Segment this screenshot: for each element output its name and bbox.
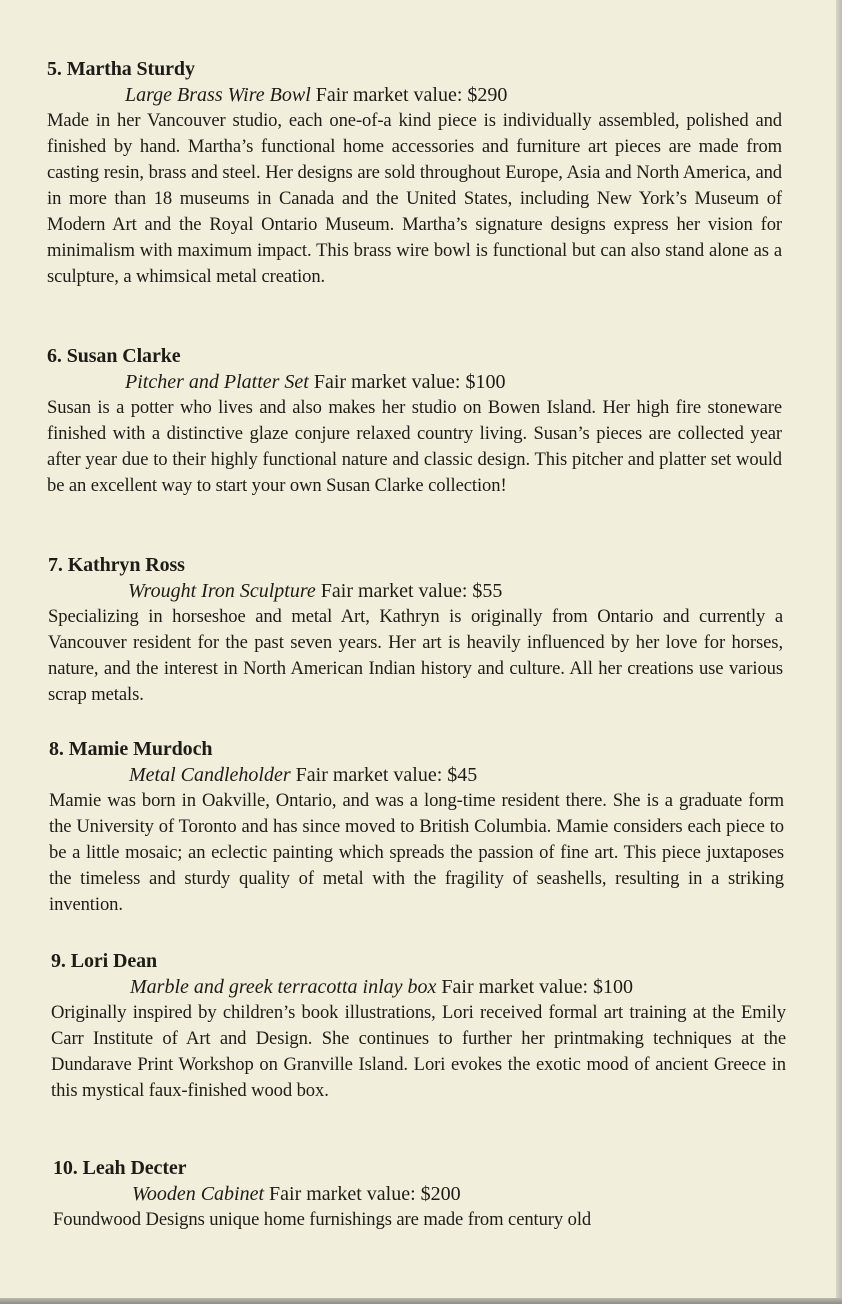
artist-description: Mamie was born in Oakville, Ontario, and was a long-time resident there. She is a graduate form the University of Toronto and has since moved to British Columbia. Mamie considers each piece to be a little mosaic; an eclectic painting which spreads the passion of fine art. This piece juxtaposes the timeless and sturdy quality of metal with the fragility of seashells, resulting in a striking invention. xyxy=(49,790,784,915)
item-line xyxy=(47,369,782,395)
item-title: Large Brass Wire Bowl xyxy=(125,84,311,106)
fair-market-value: Fair market value: $45 xyxy=(295,764,478,786)
artist-heading: 7. Kathryn Ross xyxy=(48,554,185,576)
fair-market-value: Fair market value: $100 xyxy=(313,371,506,393)
item-title: Wrought Iron Sculpture xyxy=(128,580,316,602)
fair-market-value: Fair market value: $55 xyxy=(320,580,503,602)
item-line xyxy=(49,762,784,788)
artist-heading: 10. Leah Decter xyxy=(53,1157,187,1179)
item-title: Marble and greek terracotta inlay box xyxy=(130,976,437,998)
fair-market-value: Fair market value: $290 xyxy=(315,84,508,106)
artist-heading: 5. Martha Sturdy xyxy=(47,58,195,80)
artist-heading: 8. Mamie Murdoch xyxy=(49,738,213,760)
artist-description: Susan is a potter who lives and also makes her studio on Bowen Island. Her high fire stoneware finished with a distinctive glaze conjure relaxed country living. Susan’s pieces are collected year after year due to their highly functional nature and classic design. This pitcher and platter set would be an excellent way to start your own Susan Clarke collection! xyxy=(47,397,782,496)
catalog-entry-7 xyxy=(48,552,783,708)
item-title: Metal Candleholder xyxy=(129,764,291,786)
item-line xyxy=(51,974,786,1000)
artist-description: Foundwood Designs unique home furnishings are made from century old xyxy=(53,1209,592,1230)
item-title: Pitcher and Platter Set xyxy=(125,371,309,393)
catalog-entry-8 xyxy=(49,736,784,918)
catalog-entry-6 xyxy=(47,343,782,499)
item-line xyxy=(48,578,783,604)
artist-description: Originally inspired by children’s book illustrations, Lori received formal art training at the Emily Carr Institute of Art and Design. She continues to further her printmaking techniques at the Dundarave Print Workshop on Granville Island. Lori evokes the exotic mood of ancient Greece in this mystical faux-finished wood box. xyxy=(51,1002,786,1101)
fair-market-value: Fair market value: $100 xyxy=(441,976,634,998)
item-line xyxy=(53,1181,788,1207)
catalog-entry-10 xyxy=(53,1155,788,1233)
fair-market-value: Fair market value: $200 xyxy=(269,1183,461,1205)
catalog-entry-5 xyxy=(47,56,782,290)
artist-description: Specializing in horseshoe and metal Art, Kathryn is originally from Ontario and currently a Vancouver resident for the past seven years. Her art is heavily influenced by her love for horses, nature, and the interest in North American Indian history and culture. All her creations use various scrap metals. xyxy=(48,606,783,705)
page-edge-shadow-bottom xyxy=(0,1298,842,1304)
artist-description: Made in her Vancouver studio, each one-of-a kind piece is individually assembled, polished and finished by hand. Martha’s functional home accessories and furniture art pieces are made from casting resin, brass and steel. Her designs are sold throughout Europe, Asia and North America, and in more than 18 museums in Canada and the United States, including New York’s Museum of Modern Art and the Royal Ontario Museum. Martha’s signature designs express her vision for minimalism with maximum impact. This brass wire bowl is functional but can also stand alone as a sculpture, a whimsical metal creation. xyxy=(47,110,782,287)
page-edge-shadow-right xyxy=(836,0,842,1304)
item-line xyxy=(47,82,782,108)
artist-heading: 9. Lori Dean xyxy=(51,950,158,972)
catalog-entry-9 xyxy=(51,948,786,1104)
artist-heading: 6. Susan Clarke xyxy=(47,345,181,367)
item-title: Wooden Cabinet xyxy=(132,1183,265,1205)
